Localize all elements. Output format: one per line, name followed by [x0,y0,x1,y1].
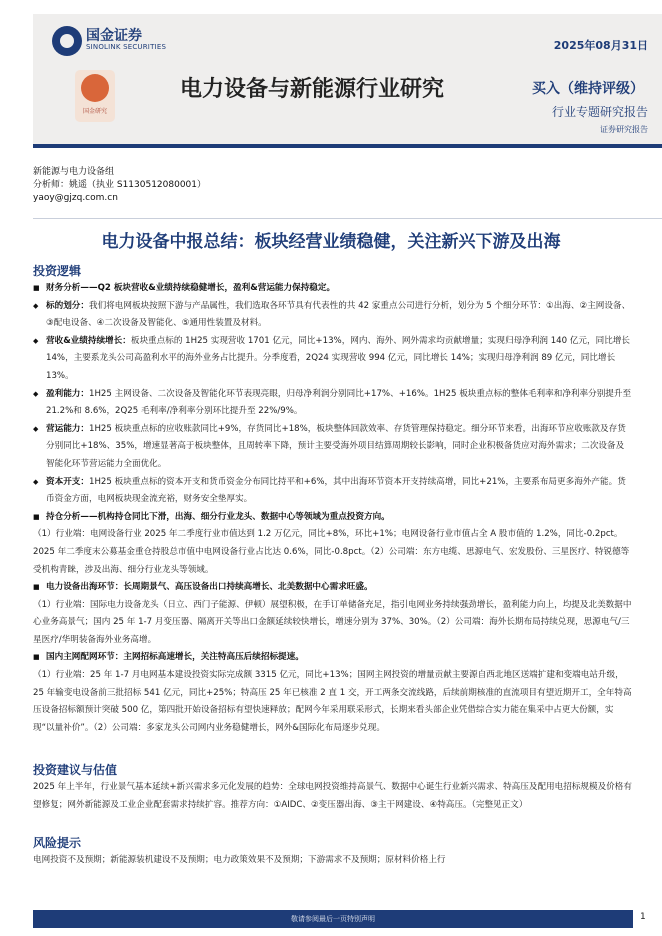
section-title-risk: 风险提示 [33,836,82,850]
bullet-revenue [33,333,632,386]
headline: 电力设备中报总结：板块经营业绩稳健，关注新兴下游及出海 [101,232,561,252]
bullet-capex [33,474,632,509]
bullet-text: 1H25 板块重点标的应收账款同比+9%，存货同比+18%，板块整体回款效率、存货管理保持稳定。细分环节来看，出海环节应收账款及存货分别同比+18%、35%，增速显著高于板块整体，且周转率下降，预计主要受海外项目结算周期较长影响，同时企业积极备货应对海外需求；二次设备及智能化环节营运能力全面优化。 [46,423,626,469]
bullet-domestic-grid: ■ 国内主网配网环节：主网招标高速增长，关注特高压后续招标提速。 [33,649,632,667]
page-number: 1 [640,912,646,922]
report-title: 电力设备与新能源行业研究 [180,77,445,102]
bullet-text: 1H25 板块重点标的资本开支和货币资金分布同比持平和+6%，其中出海环节资本开支持续高增，同比+21%，主要系布局更多海外产能。货币资金方面，电网板块现金流充裕，财务安全垫厚实。 [46,476,626,505]
bullet-text: 1H25 主网设备、二次设备及智能化环节表现亮眼，归母净利润分别同比+17%、+16%。1H25 板块重点标的整体毛利率和净利率分别提升至 21.2%和 8.6%，2Q25 毛利率/净利率分别环比提升至 22%/9%。 [46,388,632,417]
bullet-label: 盈利能力： [46,388,89,399]
bullet-operations [33,421,632,474]
bullet-label: 标的划分： [46,300,89,311]
logic-body [33,280,632,737]
rating: 买入（维持评级） [532,81,644,97]
bullet-label: 营收&业绩持续增长： [46,335,131,346]
section-title-advice: 投资建议与估值 [33,763,118,777]
holdings-detail: （1）行业端：电网设备行业 2025 年二季度行业市值达到 1.2 万亿元，同比+8%，环比+1%；电网设备行业市值占全 A 股市值的 1.2%，同比-0.2pct。2025 年二季度末公募基金重仓持股总市值中电网设备行业占比达 0.6%，同比-0.8pct。（2）公司端：东方电缆、思源电气、宏发股份、三星医疗、特锐德等受机构青睐，涉及出海、细分行业龙头等领域。 [33,529,630,575]
bullet-text: 我们将电网板块按照下游与产品属性，我们选取各环节具有代表性的共 42 家重点公司进行分析，划分为 5 个细分环节：①出海、②主网设备、③配电设备、④二次设备及智能化、⑤通用性装置及材料。 [46,300,631,329]
bullet-finance: ■ 财务分析——Q2 板块营收&业绩持续稳健增长，盈利&营运能力保持稳定。 [33,280,632,298]
export-detail: （1）行业端：国际电力设备龙头（日立、西门子能源、伊顿）展望积极，在手订单储备充足，指引电网业务持续强劲增长，盈利能力向上，均提及北美数据中心业务高景气；国内 25 年 1-7 月变压器、隔离开关等出口金额延续较快增长，增速分别为 37%、30%。（2）公司端：海外长期布局持续兑现，思源电气/三星医疗/华明装备海外业务高增。 [33,599,632,645]
team-name: 新能源与电力设备组 [33,167,115,177]
logo-name-cn: 国金证券 [86,28,142,44]
research-badge [75,70,115,122]
bullet-holdings: ■ 持仓分析——机构持仓同比下滑，出海、细分行业龙头、数据中心等领域为重点投资方向。 [33,509,632,527]
bullet-label: 资本开支： [46,476,89,487]
advice-text: 2025 年上半年，行业景气基本延续+新兴需求多元化发展的趋势：全球电网投资维持高景气、数据中心诞生行业新兴需求、特高压及配用电招标规模及价格有望修复；网外新能源及工业企业配套需求持续扩容。推荐方向：①AIDC、②变压器出海、③主干网建设、④特高压。（完整见正文） [33,782,632,810]
section-title-logic: 投资逻辑 [33,264,82,278]
bullet-classification [33,298,632,333]
bullet-profitability [33,386,632,421]
bullet-label: 营运能力： [46,423,89,434]
advice-body [33,779,632,814]
email-link[interactable]: yaoy@gjzq.com.cn [33,193,118,203]
footer-disclaimer: 敬请参阅最后一页特别声明 [291,915,375,923]
logo-name-en: SINOLINK SECURITIES [86,43,167,51]
report-subtype: 证券研究报告 [600,125,648,134]
author-info [33,166,206,205]
divider [33,218,662,219]
badge-seal-icon [81,74,109,102]
domestic-grid-detail: （1）行业端：25 年 1-7 月电网基本建设投资实际完成额 3315 亿元，同比+13%；国网主网投资的增量贡献主要源自西北地区送端扩建和变端电站升级，25 年输变电设备前三批招标 541 亿元，同比+25%；特高压 25 年已核准 2 直 1 交，开工两条交流线路，后续前期核准的直流项目有望近期开工，全年特高压设备招标额预计突破 500 亿，第四批开始设备招标有望快速释放；配网今年采用联采形式，长期来看头部企业凭借综合实力能在集采中占更大份额，实现“以量补价”。（2）公司端：多家龙头公司网内业务稳健增长，网外&国际化布局逐步兑现。 [33,670,632,733]
bullet-export: ■ 电力设备出海环节：长周期景气、高压设备出口持续高增长、北美数据中心需求旺盛。 [33,579,632,597]
badge-text: 国金研究 [82,108,107,115]
bullet-text: 板块重点标的 1H25 实现营收 1701 亿元，同比+13%，网内、海外、网外需求均贡献增量；实现归母净利润 140 亿元，同比增长 14%，主要系龙头公司高盈利水平的海外业务占比提升。分季度看，2Q24 实现营收 994 亿元，同比增长 14%；实现归母净利润 89 亿元，同比增长 13%。 [46,335,630,381]
header-stripe [33,144,662,148]
risk-text: 电网投资不及预期；新能源装机建设不及预期；电力政策效果不及预期；下游需求不及预期；原材料价格上行 [33,855,446,865]
report-type: 行业专题研究报告 [551,105,648,119]
footer-bar [33,910,633,928]
report-date: 2025年08月31日 [553,39,648,52]
analyst: 分析师：姚遥（执业 S1130512080001） [33,180,207,190]
logo-mark-icon [52,26,82,56]
risk-body [33,852,632,870]
